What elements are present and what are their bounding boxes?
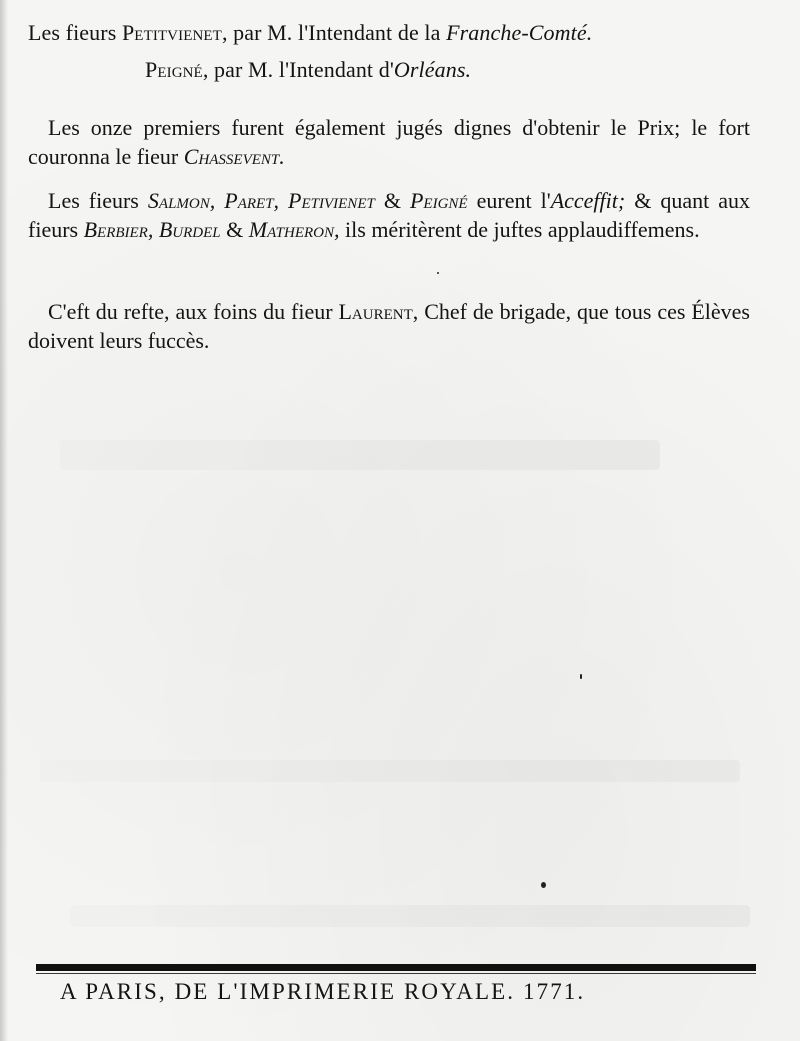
para2-accessit: Acceffit; xyxy=(550,188,626,213)
para2-amp2: & xyxy=(220,217,249,242)
para2-amp1: & xyxy=(374,188,410,213)
horizontal-rule xyxy=(36,964,756,971)
line2-name: Peigné xyxy=(145,57,203,82)
paragraph-accessit xyxy=(28,186,750,244)
ink-speck xyxy=(437,272,439,274)
line1-prefix: Les fieurs xyxy=(28,20,122,45)
line1-middle: , par M. l'Intendant de la xyxy=(221,20,447,45)
ink-speck xyxy=(541,882,546,888)
line1-name: Petitvienet xyxy=(121,20,222,45)
page-edge-shadow xyxy=(0,0,8,1041)
show-through xyxy=(60,440,660,470)
para2-text2: eurent l' xyxy=(467,188,551,213)
paragraph-laurent xyxy=(28,297,750,355)
para2-text1: Les fieurs xyxy=(48,188,148,213)
show-through xyxy=(40,760,740,782)
para2-name1b: Peigné xyxy=(409,188,468,213)
para1-text: Les onze premiers furent également jugés dignes d'obtenir le Prix; le fort couronna le fieur xyxy=(28,115,750,169)
para2-text4: ils méritèrent de juftes applaudiffemens. xyxy=(339,217,700,242)
para2-name3: Matheron, xyxy=(248,217,340,242)
line2-place: Orléans. xyxy=(393,57,472,82)
paragraph-prize xyxy=(28,113,750,171)
para3-name: Laurent xyxy=(338,299,413,324)
para2-name2: Berbier, Burdel xyxy=(83,217,221,242)
para3-text1: C'eft du refte, aux foins du fieur xyxy=(48,299,339,324)
imprint-line: A PARIS, DE L'IMPRIMERIE ROYALE. 1771. xyxy=(60,979,586,1004)
line2-middle: , par M. l'Intendant d' xyxy=(202,57,394,82)
para2-text3: & quant aux fieurs xyxy=(28,188,751,242)
header-line-petitvienet xyxy=(28,20,592,46)
header-line-peigne xyxy=(145,57,471,83)
para1-name: Chassevent. xyxy=(183,144,285,169)
show-through xyxy=(70,905,750,927)
line1-place: Franche-Comté. xyxy=(446,20,593,45)
para2-names1: Salmon, Paret, Petivienet xyxy=(147,188,375,213)
ink-speck xyxy=(580,674,582,679)
horizontal-rule-thin xyxy=(36,973,756,974)
para3-text2: , Chef de brigade, que tous ces Élèves doivent leurs fuccès. xyxy=(28,299,750,353)
